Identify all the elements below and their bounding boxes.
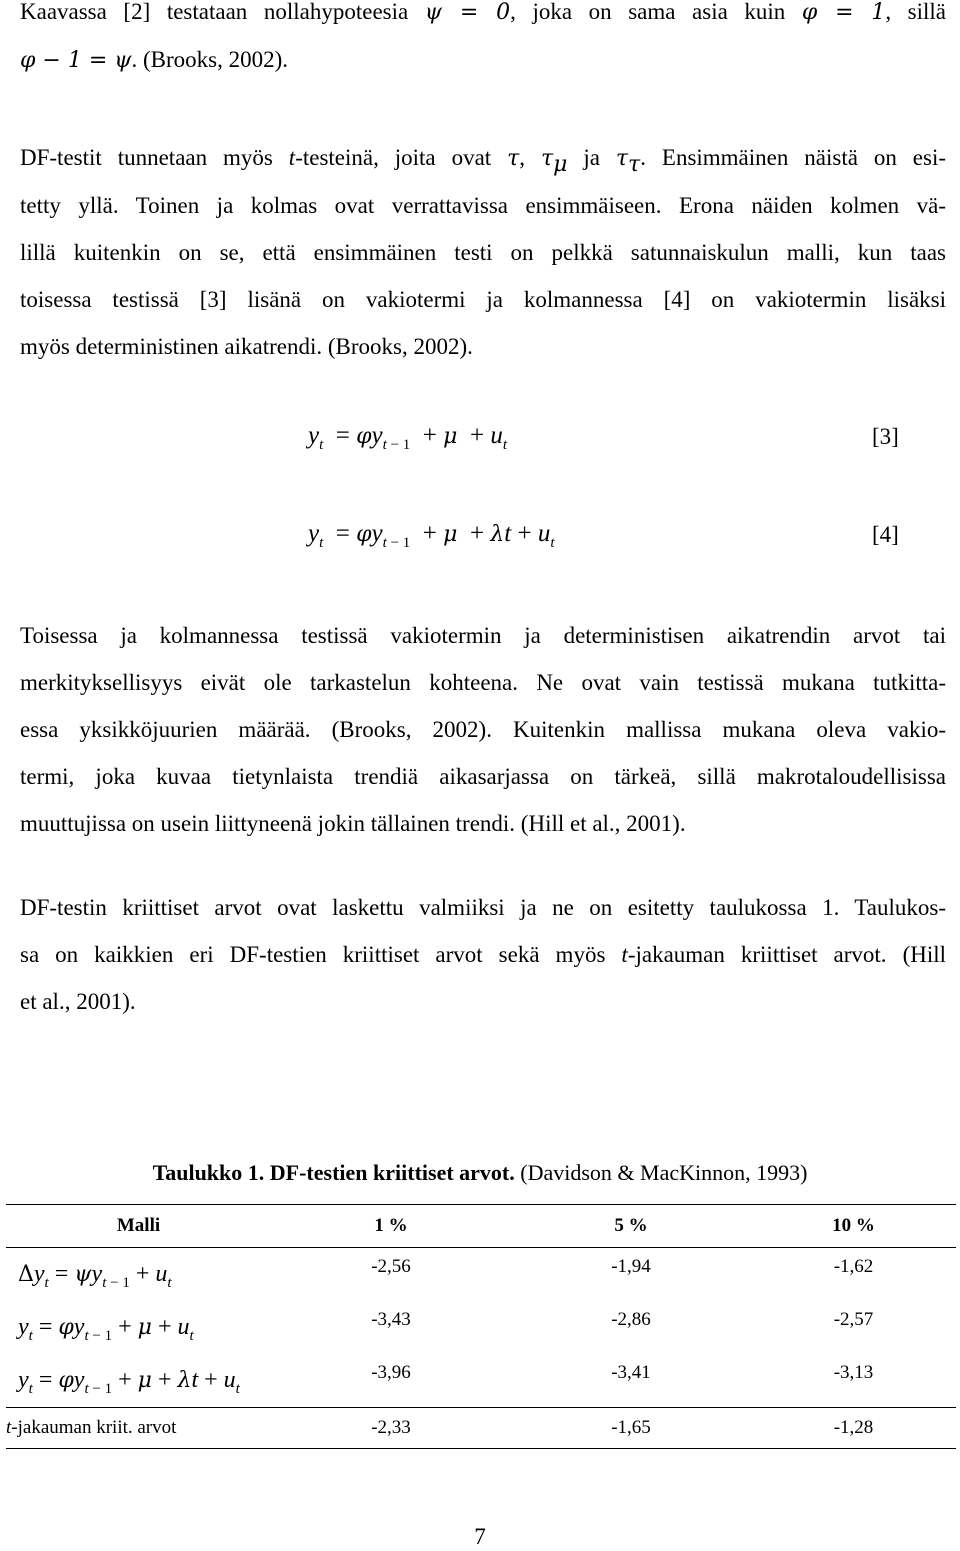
model-with-trend: $y_t = \varphi y_t$ $_{- 1} + \mu + \lambda t + u_t$ (18, 1367, 240, 1397)
table-row (6, 1354, 956, 1408)
value-cell: -3,13 (833, 1362, 874, 1383)
paragraph-2-line-4: toisessa testissä [3] lisänä on vakiotermi ja kolmannessa [4] on vakiotermin lisäksi (20, 287, 946, 312)
paragraph-3-line-5: muuttujissa on usein liittyneenä jokin tällainen trendi. (Hill et al., 2001). (20, 811, 686, 836)
table-caption (0, 1160, 960, 1186)
model-random-walk: $\Delta y_t = \psi y_t$ $_{- 1} + u_t$ (18, 1261, 172, 1291)
equation-4: $y_t = \varphi y_t$ $_{- 1} + \mu + \lambda t + u_t$ (308, 520, 555, 551)
value-cell: -3,96 (371, 1362, 411, 1383)
table-caption-title: Taulukko 1. DF-testien kriittiset arvot. (152, 1160, 515, 1185)
paragraph-3-line-2: merkityksellisyys eivät ole tarkastelun kohteena. Ne ovat vain testissä mukana tutkitta- (20, 670, 946, 695)
paragraph-4 (20, 884, 946, 1025)
value-cell: -2,86 (611, 1309, 651, 1330)
value-cell: -2,57 (833, 1309, 874, 1330)
paragraph-1-line-1: Kaavassa [2] testataan nollahypoteesia ψ = 0, joka on sama asia kuin φ = 1, sillä (20, 0, 946, 25)
paragraph-1-line-2: φ − 1 = ψ. (Brooks, 2002). (20, 47, 289, 73)
table-row (6, 1248, 956, 1302)
value-cell: -1,62 (833, 1256, 874, 1277)
value-cell: -1,94 (611, 1256, 651, 1277)
model-with-constant: $y_t = \varphi y_t$ $_{- 1} + \mu + u_t$ (18, 1314, 194, 1344)
table-row-t-distribution (6, 1408, 956, 1449)
equation-4-label: [4] (872, 522, 899, 547)
table-caption-source: (Davidson & MacKinnon, 1993) (514, 1160, 808, 1185)
value-cell: -1,65 (611, 1417, 651, 1438)
equation-3: $y_t = \varphi y_t$ $_{- 1} + \mu + u_t$ (308, 422, 507, 453)
equation-4-source (0, 0, 1, 1)
paragraph-4-line-2: sa on kaikkien eri DF-testien kriittiset arvot sekä myös t-jakauman kriittiset arvot. (Hill (20, 942, 947, 967)
paragraph-2 (20, 134, 946, 370)
table-row (6, 1301, 956, 1354)
paragraph-4-line-3: et al., 2001). (20, 989, 136, 1014)
table-header-row (6, 1205, 956, 1248)
paragraph-4-line-1: DF-testin kriittiset arvot ovat laskettu valmiiksi ja ne on esitetty taulukossa 1. Taulukos- (20, 895, 946, 920)
paragraph-1 (20, 0, 946, 84)
paragraph-2-line-5: myös deterministinen aikatrendi. (Brooks, 2002). (20, 334, 473, 359)
paragraph-2-line-1: DF-testit tunnetaan myös t-testeinä, joita ovat τ, $\tau_\mu$ ja $\tau_\tau$. Ensimmäinen näistä on esi- (20, 145, 946, 177)
equation-3-label: [3] (872, 424, 899, 449)
paragraph-2-line-3: lillä kuitenkin on se, että ensimmäinen testi on pelkkä satunnaiskulun malli, kun taas (20, 240, 946, 265)
header-5-percent: 5 % (614, 1215, 648, 1236)
value-cell: -3,43 (371, 1309, 411, 1330)
page-number: 7 (474, 1524, 486, 1549)
critical-values-table (6, 1204, 956, 1449)
t-distribution-label: t-jakauman kriit. arvot (6, 1417, 177, 1438)
paragraph-3-line-4: termi, joka kuvaa tietynlaista trendiä aikasarjassa on tärkeä, sillä makrotaloudellisissa (20, 764, 946, 789)
paragraph-3 (20, 612, 946, 847)
header-malli: Malli (116, 1215, 161, 1236)
value-cell: -3,41 (611, 1362, 651, 1383)
header-1-percent: 1 % (374, 1215, 408, 1236)
paragraph-2-line-2: tetty yllä. Toinen ja kolmas ovat verrattavissa ensimmäiseen. Erona näiden kolmen vä- (20, 193, 946, 218)
paragraph-3-line-1: Toisessa ja kolmannessa testissä vakiotermin ja deterministisen aikatrendin arvot tai (20, 623, 946, 648)
paragraph-3-line-3: essa yksikköjuurien määrää. (Brooks, 2002). Kuitenkin mallissa mukana oleva vakio- (20, 717, 946, 742)
value-cell: -1,28 (833, 1417, 874, 1438)
value-cell: -2,56 (371, 1256, 411, 1277)
value-cell: -2,33 (371, 1417, 411, 1438)
header-10-percent: 10 % (832, 1215, 875, 1236)
